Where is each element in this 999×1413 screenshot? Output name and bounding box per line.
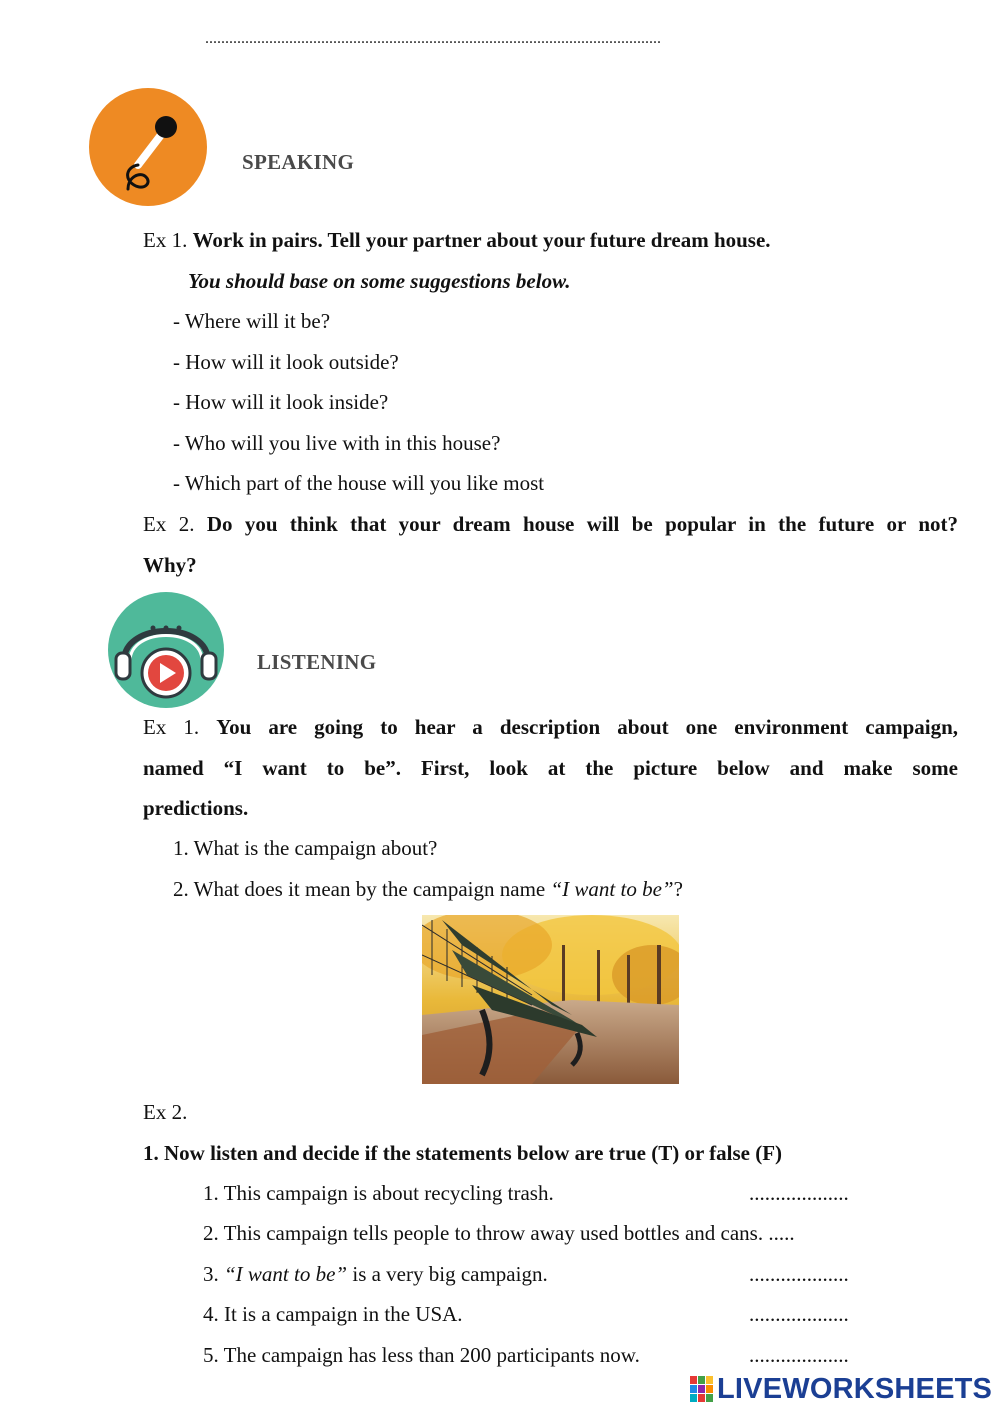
q2-end: ? bbox=[673, 877, 683, 901]
listening-ex2-label: Ex 2. bbox=[143, 1100, 188, 1124]
prediction-question bbox=[173, 877, 683, 902]
answer-blank[interactable]: ................... bbox=[749, 1302, 849, 1326]
listening-ex1-label: Ex 1. bbox=[143, 715, 200, 739]
liveworksheets-logo-icon bbox=[690, 1376, 714, 1402]
statement-row bbox=[203, 1181, 554, 1206]
ex2-label: Ex 2. bbox=[143, 512, 195, 536]
suggestion-item: - Who will you live with in this house? bbox=[173, 431, 501, 455]
q2-text: 2. What does it mean by the campaign name bbox=[173, 877, 551, 901]
statement-text: is a very big campaign. bbox=[347, 1262, 548, 1286]
headphones-icon bbox=[106, 591, 226, 709]
statement-row bbox=[203, 1262, 548, 1287]
park-bench-image bbox=[422, 915, 679, 1084]
listening-heading: LISTENING bbox=[257, 650, 377, 674]
ex1-instruction: Work in pairs. Tell your partner about your future dream house. bbox=[192, 228, 771, 252]
statement-text: This campaign tells people to throw away used bottles and cans. ..... bbox=[223, 1221, 795, 1245]
liveworksheets-logo-text: LIVEWORKSHEETS bbox=[717, 1372, 993, 1405]
answer-blank[interactable]: ................... bbox=[749, 1343, 849, 1367]
ex1-label: Ex 1. bbox=[143, 228, 188, 252]
suggestion-item: - Which part of the house will you like most bbox=[173, 471, 545, 495]
listening-ex1-line2: named “I want to be”. First, look at the picture below and make some bbox=[143, 756, 958, 780]
speaking-ex2 bbox=[143, 512, 958, 537]
suggestion-item: - Where will it be? bbox=[173, 309, 331, 333]
statement-row bbox=[203, 1343, 640, 1368]
top-dotted-line: .................................................................................................................. bbox=[205, 30, 661, 47]
statement-number: 3. bbox=[203, 1262, 219, 1286]
ex2-question-end: Why? bbox=[143, 553, 197, 577]
listening-ex1-text1: You are going to hear a description about one environment campaign, bbox=[216, 715, 959, 739]
microphone-icon bbox=[88, 87, 208, 207]
listening-ex1-line1 bbox=[143, 715, 958, 740]
suggestion-item: - How will it look inside? bbox=[173, 390, 389, 414]
q2-campaign-name: “I want to be” bbox=[550, 877, 674, 901]
statement-number: 5. bbox=[203, 1343, 219, 1367]
ex2-question: Do you think that your dream house will be popular in the future or not? bbox=[206, 512, 959, 536]
answer-blank[interactable]: ................... bbox=[749, 1181, 849, 1205]
suggestion-item: - How will it look outside? bbox=[173, 350, 399, 374]
listening-ex1-line3: predictions. bbox=[143, 796, 249, 820]
statement-text: This campaign is about recycling trash. bbox=[223, 1181, 554, 1205]
statement-campaign-name: “I want to be” bbox=[224, 1262, 348, 1286]
liveworksheets-logo[interactable] bbox=[690, 1371, 992, 1407]
statement-row bbox=[203, 1221, 795, 1246]
statement-text: The campaign has less than 200 participants now. bbox=[223, 1343, 640, 1367]
statement-number: 1. bbox=[203, 1181, 219, 1205]
speaking-heading: SPEAKING bbox=[242, 150, 355, 174]
listening-ex2-instruction: 1. Now listen and decide if the statements below are true (T) or false (F) bbox=[143, 1141, 783, 1165]
statement-text: It is a campaign in the USA. bbox=[224, 1302, 463, 1326]
ex1-subinstruction: You should base on some suggestions below. bbox=[188, 269, 571, 293]
answer-blank[interactable]: ................... bbox=[749, 1262, 849, 1286]
statement-number: 2. bbox=[203, 1221, 219, 1245]
speaking-ex1 bbox=[143, 228, 771, 253]
statement-number: 4. bbox=[203, 1302, 219, 1326]
prediction-question: 1. What is the campaign about? bbox=[173, 836, 438, 860]
statement-row bbox=[203, 1302, 463, 1327]
